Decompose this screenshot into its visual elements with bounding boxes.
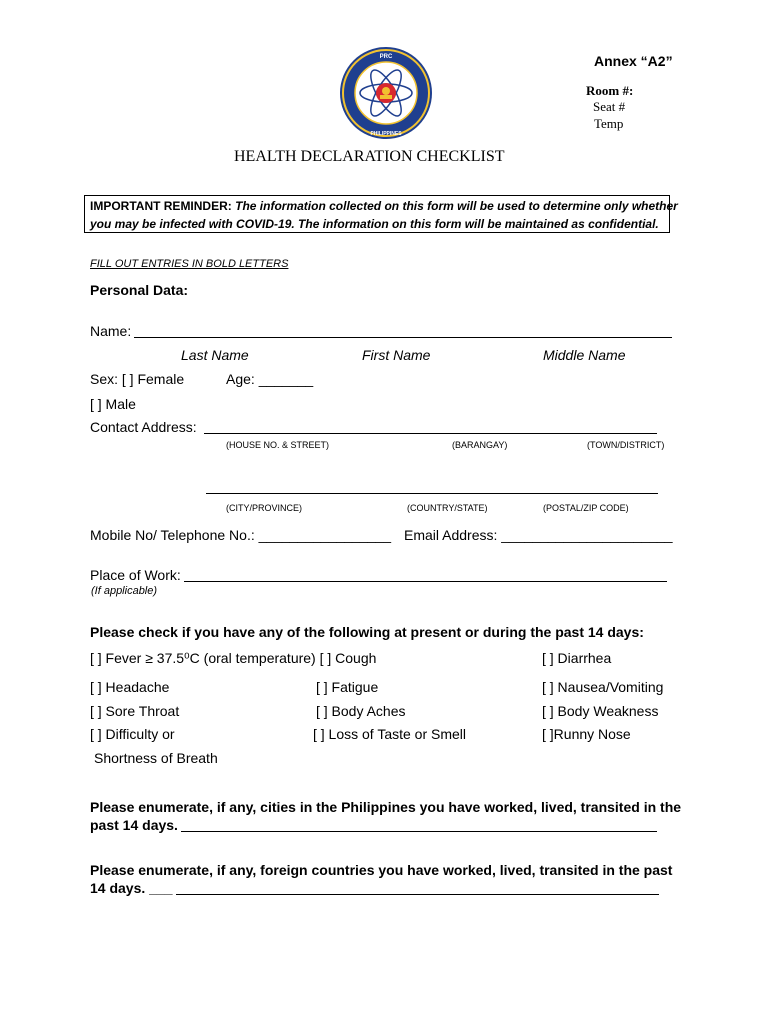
place-of-work-label: Place of Work: xyxy=(90,567,181,583)
fever-cough-checkbox[interactable]: [ ] Fever ≥ 37.5⁰C (oral temperature) [ ] Cough xyxy=(90,650,377,666)
cities-question-line2: past 14 days. xyxy=(90,817,178,833)
room-label: Room #: xyxy=(586,83,634,98)
shortness-of-breath-text: Shortness of Breath xyxy=(94,750,218,766)
logo-lettering-top: PRC xyxy=(379,54,393,60)
countries-answer-field[interactable] xyxy=(176,894,659,895)
address-line-2-field[interactable] xyxy=(206,493,658,494)
temp-label: Temp xyxy=(594,116,624,131)
reminder-line2: you may be infected with COVID-19. The information on this form will be maintained as confidential. xyxy=(90,217,659,231)
runny-nose-checkbox[interactable]: [ ]Runny Nose xyxy=(542,726,631,742)
cities-question-line1: Please enumerate, if any, cities in the Philippines you have worked, lived, transited in the xyxy=(90,799,682,815)
form-title: HEALTH DECLARATION CHECKLIST xyxy=(234,148,505,165)
if-applicable-note: (If applicable) xyxy=(91,585,158,597)
diarrhea-checkbox[interactable]: [ ] Diarrhea xyxy=(542,650,612,666)
important-reminder-box xyxy=(84,195,678,233)
age-field[interactable]: Age: _______ xyxy=(226,371,314,387)
loss-taste-smell-checkbox[interactable]: [ ] Loss of Taste or Smell xyxy=(313,726,467,742)
sex-male-checkbox[interactable]: [ ] Male xyxy=(90,396,136,412)
sex-female-checkbox[interactable]: Sex: [ ] Female xyxy=(90,371,185,387)
middle-name-label: Middle Name xyxy=(543,347,626,363)
house-street-caption: (HOUSE NO. & STREET) xyxy=(226,440,330,450)
email-field[interactable]: Email Address: ______________________ xyxy=(404,527,673,543)
cities-answer-field[interactable] xyxy=(181,831,657,832)
fatigue-checkbox[interactable]: [ ] Fatigue xyxy=(316,679,379,695)
mobile-field[interactable]: Mobile No/ Telephone No.: _________________ xyxy=(90,527,391,543)
headache-checkbox[interactable]: [ ] Headache xyxy=(90,679,170,695)
prc-seal-logo xyxy=(338,45,434,141)
last-name-label: Last Name xyxy=(181,347,249,363)
difficulty-breathing-checkbox[interactable]: [ ] Difficulty or xyxy=(90,726,175,742)
body-aches-checkbox[interactable]: [ ] Body Aches xyxy=(316,703,406,719)
logo-lettering-bottom: PHILIPPINES xyxy=(370,131,402,137)
city-province-caption: (CITY/PROVINCE) xyxy=(226,503,303,513)
annex-label: Annex “A2” xyxy=(594,53,673,69)
body-weakness-checkbox[interactable]: [ ] Body Weakness xyxy=(542,703,659,719)
town-district-caption: (TOWN/DISTRICT) xyxy=(587,440,665,450)
countries-question-line2: 14 days. ___ xyxy=(90,880,173,896)
instruction-text: FILL OUT ENTRIES IN BOLD LETTERS xyxy=(90,258,289,270)
barangay-caption: (BARANGAY) xyxy=(452,440,508,450)
name-field[interactable] xyxy=(134,337,672,338)
postal-zip-caption: (POSTAL/ZIP CODE) xyxy=(543,503,629,513)
address-line-1-field[interactable] xyxy=(204,433,657,434)
name-label: Name: xyxy=(90,323,132,339)
sore-throat-checkbox[interactable]: [ ] Sore Throat xyxy=(90,703,180,719)
countries-question-line1: Please enumerate, if any, foreign countries you have worked, lived, transited in the past xyxy=(90,862,673,878)
seat-label: Seat # xyxy=(593,99,626,114)
country-state-caption: (COUNTRY/STATE) xyxy=(407,503,488,513)
nausea-vomiting-checkbox[interactable]: [ ] Nausea/Vomiting xyxy=(542,679,664,695)
personal-data-heading: Personal Data: xyxy=(90,282,189,298)
place-of-work-field[interactable] xyxy=(184,581,667,582)
first-name-label: First Name xyxy=(362,347,431,363)
symptoms-heading: Please check if you have any of the following at present or during the past 14 days: xyxy=(90,624,644,640)
contact-address-label: Contact Address: xyxy=(90,419,197,435)
reminder-line1: The information collected on this form will be used to determine only whether xyxy=(231,199,678,213)
reminder-label: IMPORTANT REMINDER: xyxy=(90,199,232,213)
